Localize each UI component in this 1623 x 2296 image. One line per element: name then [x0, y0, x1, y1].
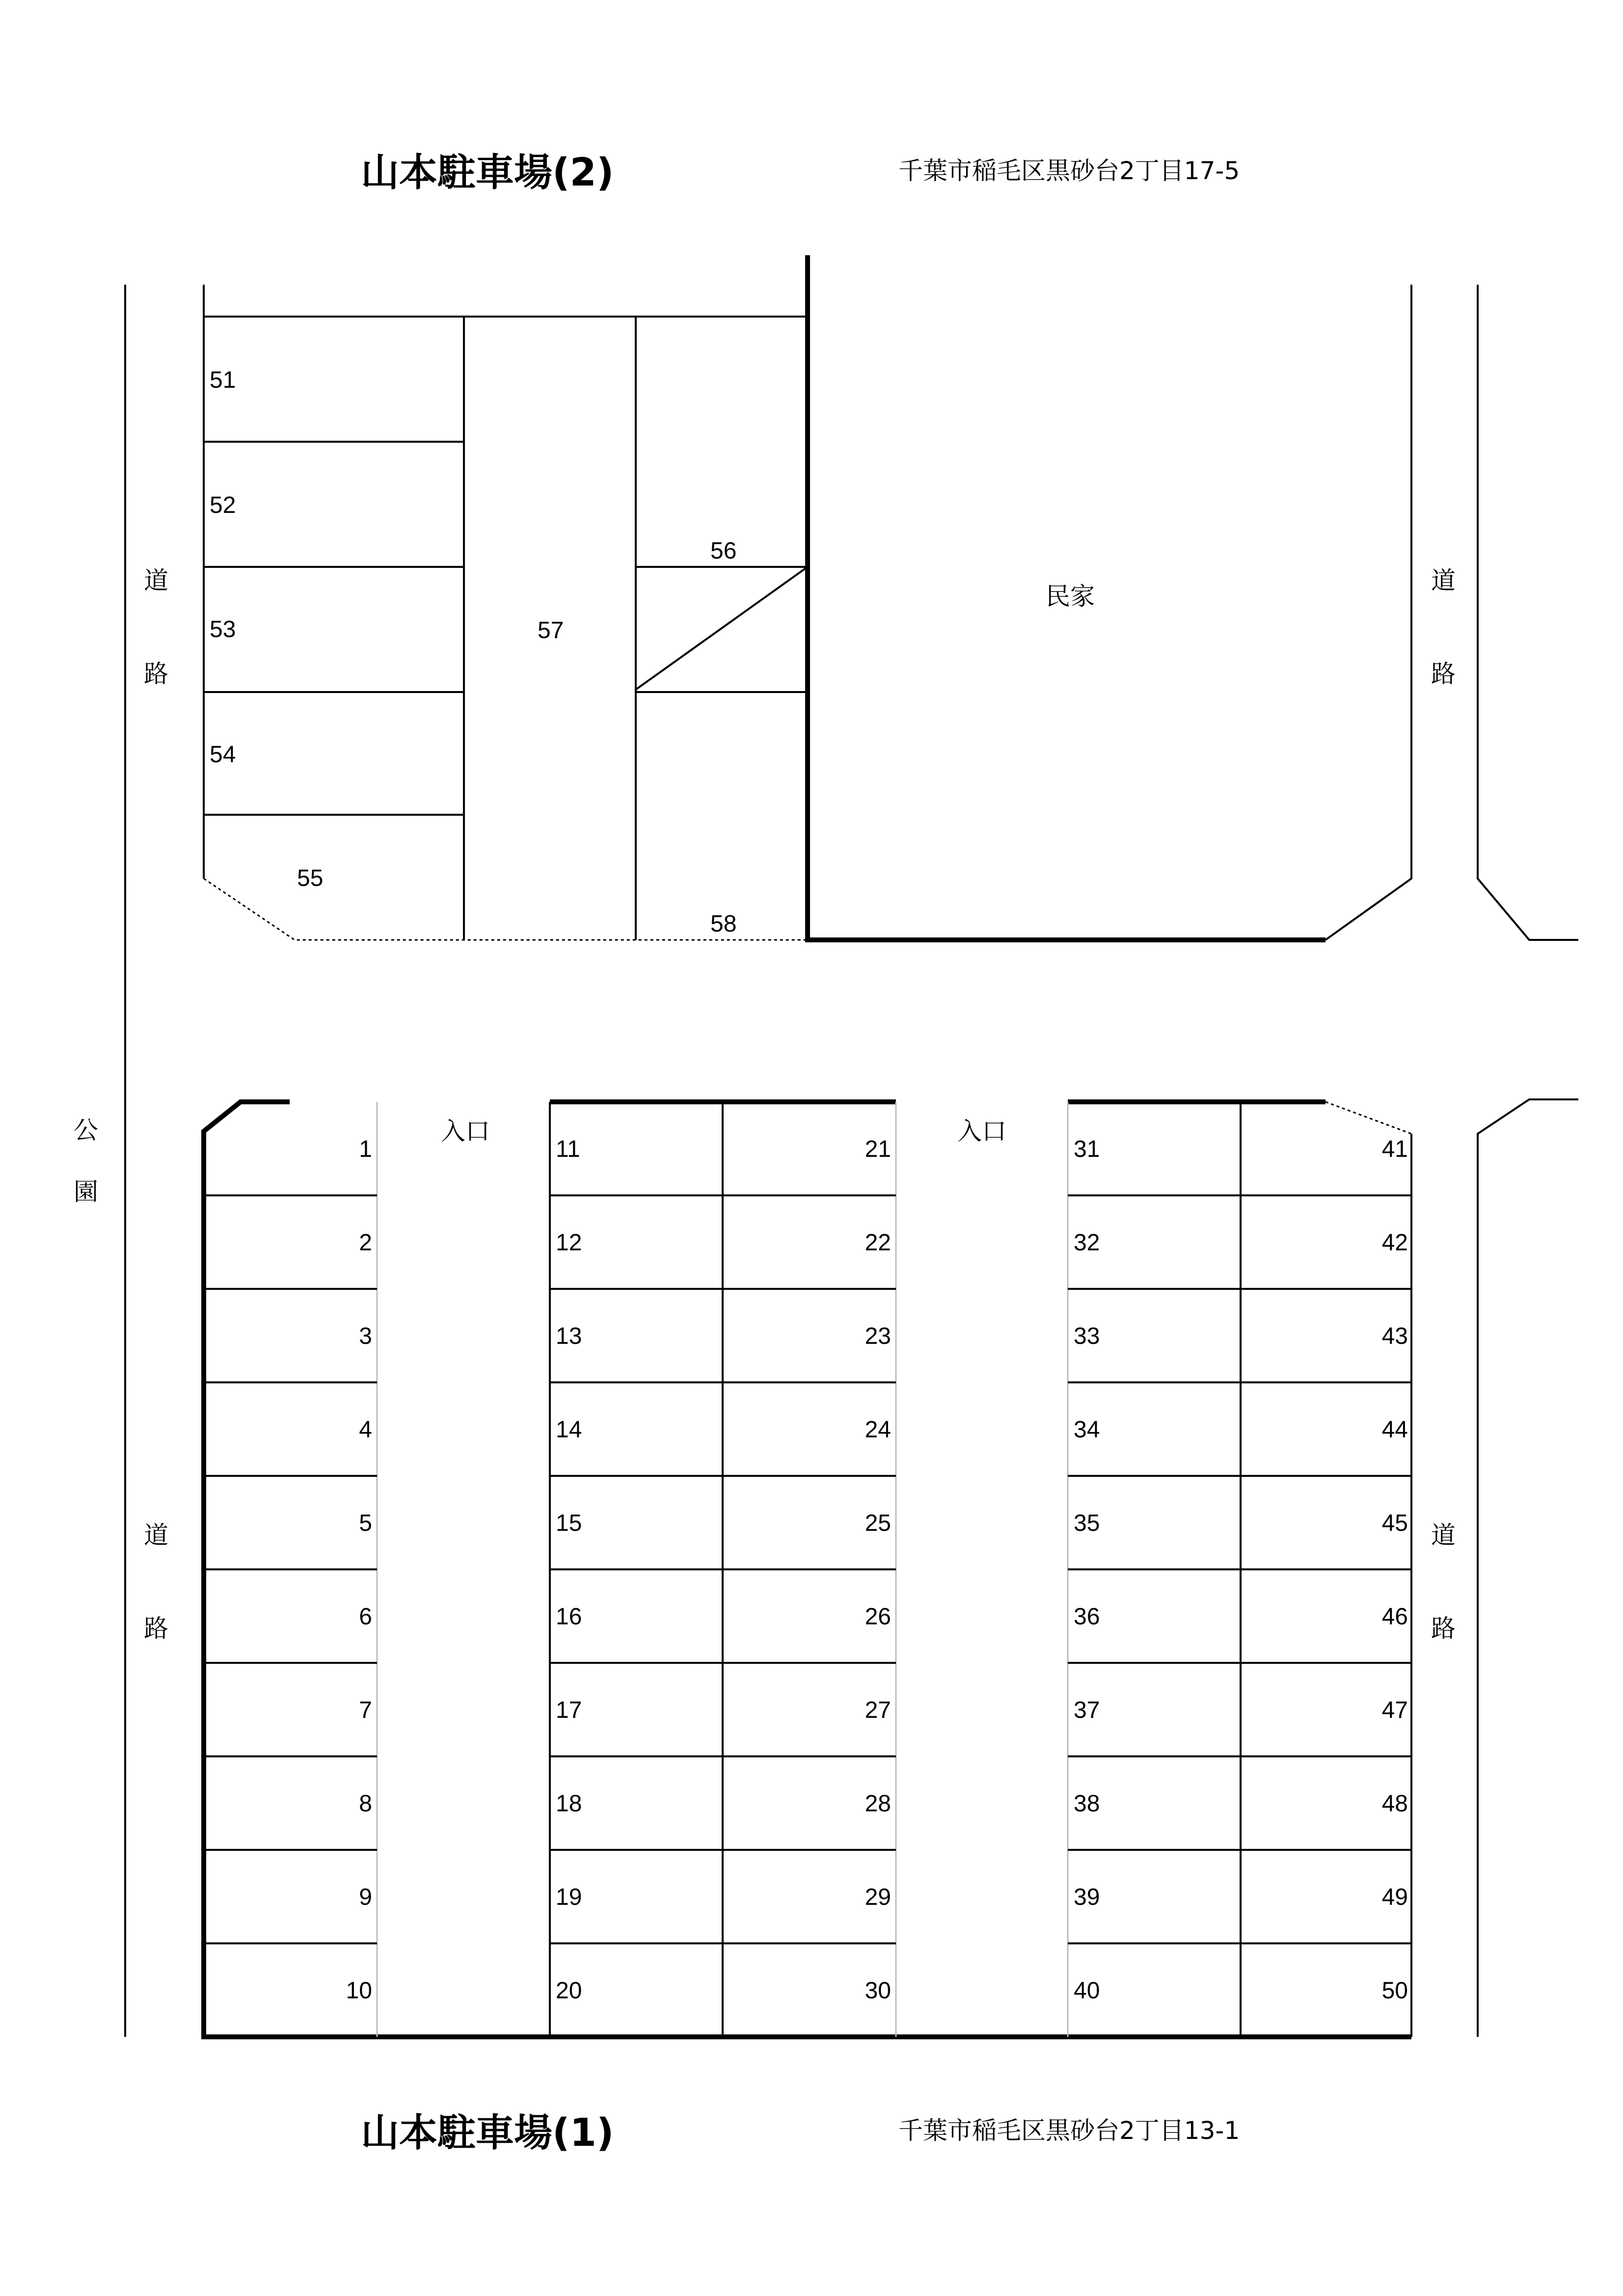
road-label-left-upper-2: 路	[144, 660, 168, 688]
lot1-layout	[204, 1102, 1411, 2037]
lot1-title: 山本駐車場(1)	[361, 2111, 614, 2155]
lot1-space-29: 29	[865, 1884, 891, 1910]
lot1-space-21: 21	[865, 1136, 891, 1162]
lot1-space-39: 39	[1074, 1884, 1100, 1910]
lot1-space-38: 38	[1074, 1790, 1100, 1817]
road-label-left-lower-1: 道	[144, 1521, 168, 1549]
lot1-space-12: 12	[556, 1229, 582, 1256]
lot1-space-11: 11	[556, 1136, 580, 1162]
lot1-space-8: 8	[359, 1790, 372, 1817]
lot2-space-58: 58	[710, 911, 737, 937]
right-road	[1478, 285, 1578, 2037]
lot1-space-5: 5	[359, 1510, 372, 1536]
lot1-space-26: 26	[865, 1603, 891, 1630]
lot1-space-20: 20	[556, 1977, 582, 2004]
entrance-label-right: 入口	[957, 1117, 1006, 1146]
lot1-space-18: 18	[556, 1790, 582, 1817]
lot1-space-34: 34	[1074, 1416, 1100, 1443]
entrance-label-left: 入口	[441, 1117, 490, 1146]
lot2-layout	[204, 255, 1411, 940]
lot2-space-51: 51	[210, 367, 236, 393]
lot1-space-1: 1	[359, 1136, 372, 1162]
park-label-1: 公	[74, 1116, 98, 1145]
lot1-space-6: 6	[359, 1603, 372, 1630]
lot1-space-2: 2	[359, 1229, 372, 1256]
lot2-space-55: 55	[297, 865, 324, 891]
lot1-space-41: 41	[1381, 1136, 1408, 1162]
right-road-edge-lower	[1478, 1099, 1578, 2037]
lot1-space-3: 3	[359, 1323, 372, 1349]
lot1-space-17: 17	[556, 1697, 582, 1723]
lot2-space-53: 53	[210, 616, 236, 642]
lot1-space-48: 48	[1381, 1790, 1408, 1817]
lot1-space-7: 7	[359, 1697, 372, 1723]
lot2-space-56: 56	[710, 538, 737, 564]
lot2-space-54: 54	[210, 742, 236, 768]
right-road-edge-upper	[1478, 285, 1578, 940]
lot1-space-16: 16	[556, 1603, 582, 1630]
road-label-left-upper-1: 道	[144, 566, 168, 595]
park-label-2: 園	[74, 1177, 98, 1206]
lot2-address: 千葉市稲毛区黒砂台2丁目17-5	[898, 157, 1240, 185]
lot1-right-corner	[1325, 1102, 1411, 1134]
lot2-space-57: 57	[538, 617, 564, 643]
house-boundary	[1325, 285, 1411, 940]
road-label-right-upper-1: 道	[1431, 566, 1456, 595]
lot1-space-31: 31	[1074, 1136, 1100, 1162]
road-label-left-lower-2: 路	[144, 1614, 168, 1643]
lot1-space-32: 32	[1074, 1229, 1100, 1256]
lot2-title: 山本駐車場(2)	[361, 151, 614, 195]
lot1-space-42: 42	[1381, 1229, 1408, 1256]
lot1-space-33: 33	[1074, 1323, 1100, 1349]
lot1-space-50: 50	[1381, 1977, 1408, 2004]
lot1-space-44: 44	[1381, 1416, 1408, 1443]
lot2-space-52: 52	[210, 492, 236, 518]
lot1-space-30: 30	[865, 1977, 891, 2004]
lot1-space-4: 4	[359, 1416, 372, 1443]
road-label-right-lower-2: 路	[1431, 1614, 1456, 1643]
lot1-space-9: 9	[359, 1884, 372, 1910]
lot1-space-43: 43	[1381, 1323, 1408, 1349]
lot1-space-40: 40	[1074, 1977, 1100, 2004]
lot2-space56-diagonal	[636, 567, 808, 690]
lot1-space-25: 25	[865, 1510, 891, 1536]
lot1-space-46: 46	[1381, 1603, 1408, 1630]
lot1-space-49: 49	[1381, 1884, 1408, 1910]
road-label-right-lower-1: 道	[1431, 1521, 1456, 1549]
lot1-address: 千葉市稲毛区黒砂台2丁目13-1	[898, 2116, 1240, 2145]
lot1-space-13: 13	[556, 1323, 582, 1349]
lot1-space-37: 37	[1074, 1697, 1100, 1723]
lot1-space-23: 23	[865, 1323, 891, 1349]
lot1-space-24: 24	[865, 1416, 891, 1443]
lot1-space-19: 19	[556, 1884, 582, 1910]
lot1-space-14: 14	[556, 1416, 582, 1443]
lot1-space-28: 28	[865, 1790, 891, 1817]
lot1-space-10: 10	[346, 1977, 372, 2004]
lot1-space-15: 15	[556, 1510, 582, 1536]
lot1-space-36: 36	[1074, 1603, 1100, 1630]
lot1-space-35: 35	[1074, 1510, 1100, 1536]
lot1-space-27: 27	[865, 1697, 891, 1723]
lot1-space-45: 45	[1381, 1510, 1408, 1536]
road-label-right-upper-2: 路	[1431, 660, 1456, 688]
lot1-space-22: 22	[865, 1229, 891, 1256]
house-label: 民家	[1046, 582, 1095, 611]
lot1-space-47: 47	[1381, 1697, 1408, 1723]
